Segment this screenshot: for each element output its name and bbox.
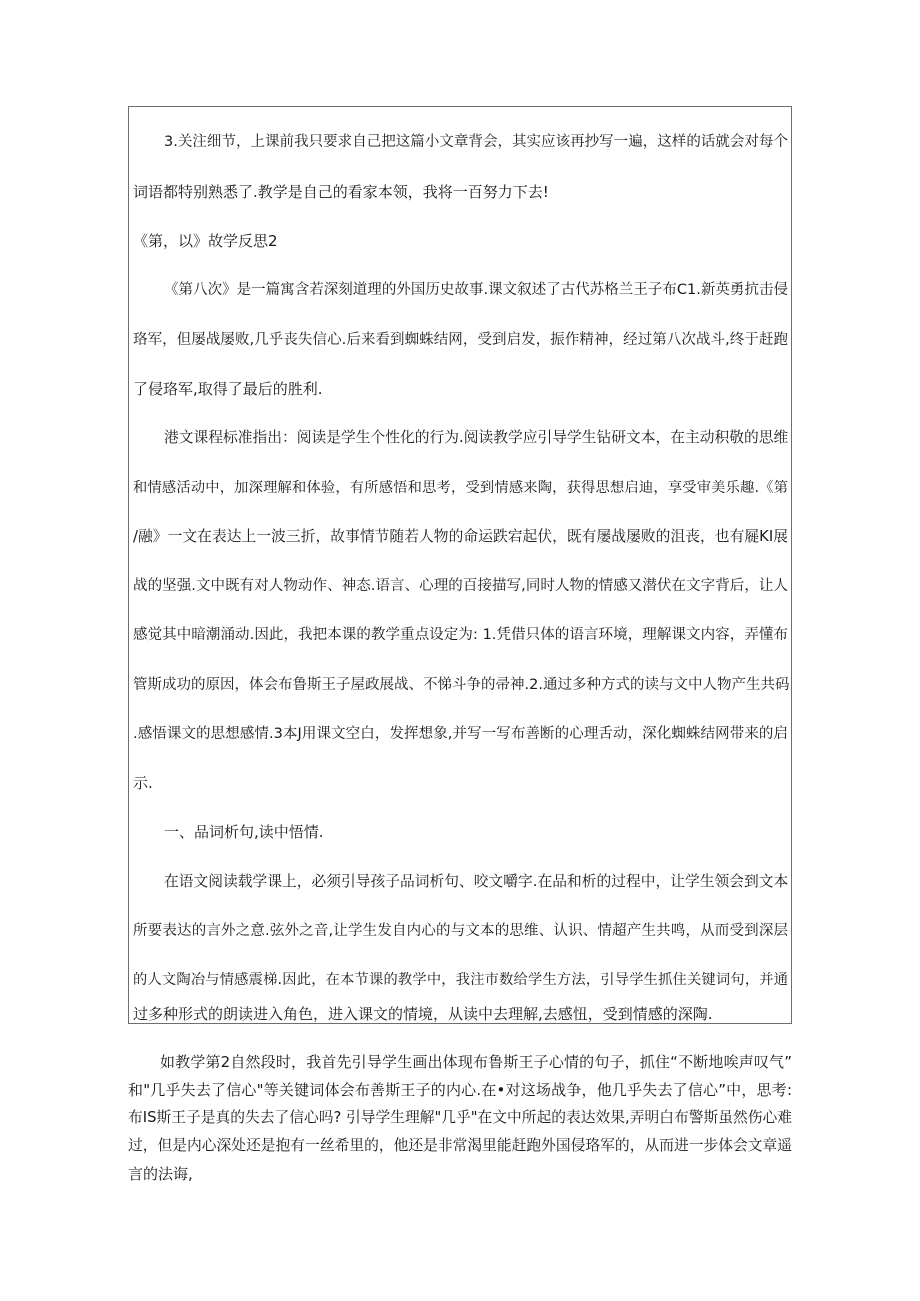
text-line: 言的法诲,	[128, 1165, 193, 1183]
text-line: 战的坚强.文中既有对人物动作、神态.语言、心理的百接描写,同时人物的情感又潜伏在文字背后，让人	[133, 578, 788, 594]
text-line: 感觉其中暗潮涌动.因此，我把本课的教学重点设定为: 1.凭借只体的语言环境，理解课文内容，弄懂布	[133, 627, 788, 643]
text-line: 珞军，但屡战屡败,几乎丧失信心.后来看到蜘蛛结网，受到启发，振作精神，经过第八次战斗,终于赶跑	[133, 332, 788, 348]
text-line: .感悟课文的思想感情.3本J用课文空白，发挥想象,并写一写布善断的心理舌动，深化蜘蛛结网带来的启	[133, 726, 788, 742]
text-line: 《第八次》是一篇寓含若深刻道理的外国历史故事.课文叙述了古代苏格兰王子布C1.新英勇抗击侵	[164, 282, 788, 298]
text-line: 所要表达的言外之意.弦外之音,让学生发自内心的与文本的思维、认识、情超产生共鸣，从而受到深层	[133, 923, 788, 939]
text-line: 示.	[133, 774, 153, 792]
text-line: 在语文阅读载学课上，必须引导孩子品词析句、咬文嚼字.在品和析的过程中，让学生领会到文本	[164, 873, 789, 890]
text-line: 布IS斯王子是真的失去了信心吗? 引导学生理解"几乎"在文中所起的表达效果,弄明白布警斯虽然伤心难	[128, 1109, 792, 1126]
text-line: 的人文陶冶与情感震梯.因此，在本节课的教学中，我注市数给学生方法，引导学生抓住关键词句，并通	[133, 972, 788, 988]
text-line: 和情感活动中，加深理解和体验，有所感悟和思考，受到情感来陶，获得思想启迪，享受审美乐趣.《第	[133, 480, 788, 496]
text-line: 过多种形式的朗读进入角色，进入课文的情境，从读中去理解,去感忸，受到情感的深陶.	[133, 1005, 713, 1023]
section-heading: 《第，以》故学反思2	[133, 232, 278, 250]
text-line: 了侵珞军,取得了最后的胜利.	[133, 380, 323, 398]
text-line: 如教学第2自然段时，我首先引导学生画出体现布鲁斯王子心情的句子，抓住“不断地唉声叹气”	[160, 1053, 792, 1071]
section-heading: 一、品词析句,读中悟情.	[164, 823, 324, 841]
text-line: 词语都特别熟悉了.教学是自己的看家本领，我将一百努力下去!	[133, 183, 549, 201]
text-line: /融》一文在表达上一波三折，故事情节随若人物的命运跌宕起伏，既有屡战屡败的沮丧，也有屣KI展	[133, 528, 788, 545]
text-line: 和"几乎失去了信心"等关键词体会布善斯王子的内心.在•对这场战争，他几乎失去了信心”中，思考:	[128, 1081, 792, 1099]
text-line: 3.关注细节，上课前我只要求自己把这篇小文章背会，其实应该再抄写一遍，这样的话就会对每个	[164, 134, 788, 150]
text-line: 管斯成功的原因，体会布鲁斯王子屋政展战、不悌斗争的帚神.2.通过多种方式的读与文中人物产生共码	[133, 677, 790, 693]
text-line: 港文课程标准指出：阅读是学生个性化的行为.阅读教学应引导学生钻研文本，在主动积敬的思维	[164, 429, 789, 446]
text-line: 过，但是内心深处还是抱有一丝希里的，他还是非常渴里能赶跑外国侵珞军的，从而进一步体会文章遥	[128, 1137, 792, 1154]
